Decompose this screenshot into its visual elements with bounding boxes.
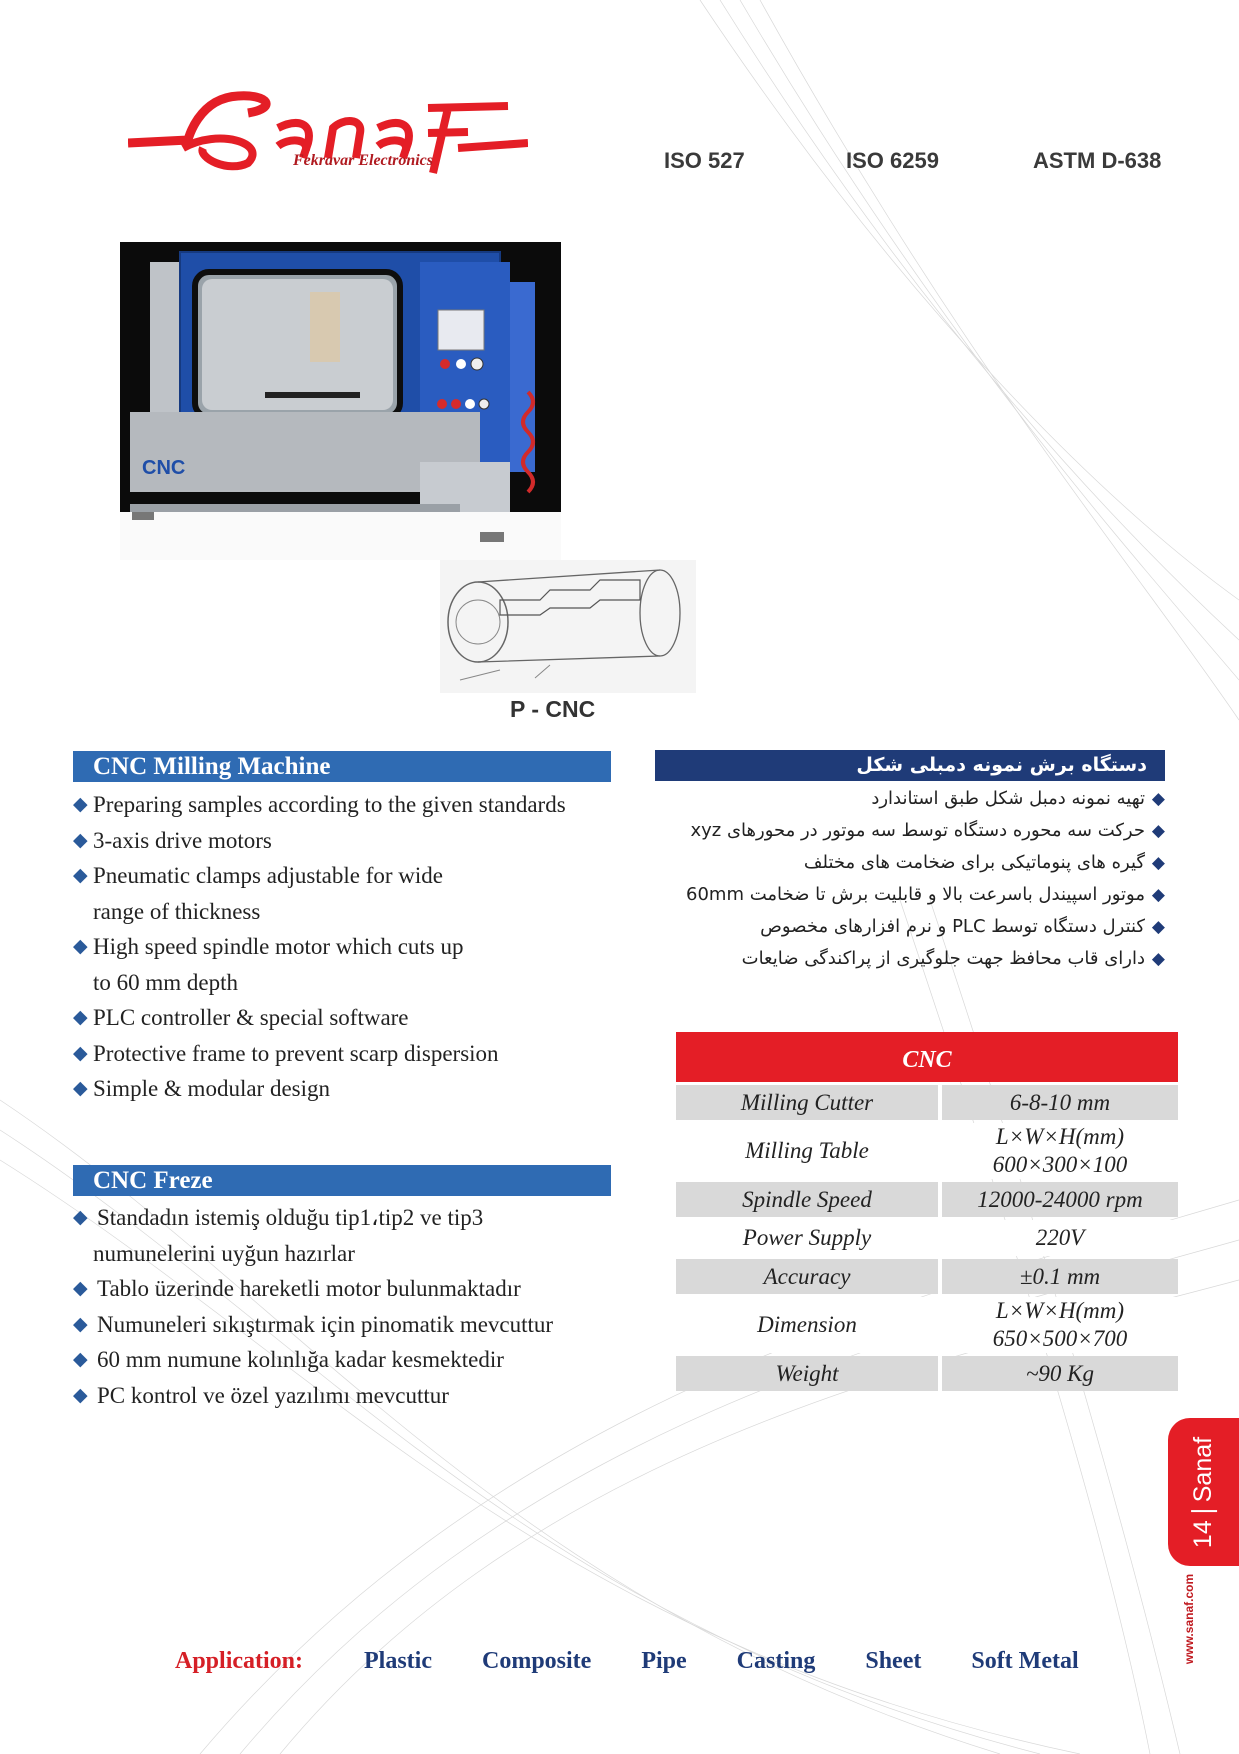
- list-item: ◆ Numuneleri sıkıştırmak için pinomatik mevcuttur: [73, 1307, 633, 1343]
- standard-iso-527: ISO 527: [664, 148, 745, 173]
- application-plastic: Plastic: [364, 1648, 432, 1674]
- application-bar: [175, 1648, 1123, 1675]
- table-row: [676, 1356, 1178, 1391]
- list-item: ◆ Protective frame to prevent scarp dispersion: [73, 1036, 613, 1072]
- application-label: Application:: [175, 1648, 304, 1674]
- table-row: [676, 1259, 1178, 1294]
- spec-value: [938, 1123, 1178, 1179]
- table-row: [676, 1123, 1178, 1179]
- application-pipe: Pipe: [641, 1648, 687, 1674]
- table-row: [676, 1297, 1178, 1353]
- list-item: ◆ 3-axis drive motors: [73, 823, 613, 859]
- website-url-text[interactable]: www.sanaf.com: [1182, 1573, 1197, 1665]
- list-item: ◆ 60 mm numune kolınlığa kadar kesmektedir: [73, 1342, 633, 1378]
- side-tab-brand: Sanaf: [1189, 1436, 1217, 1502]
- spec-table-title: CNC: [676, 1032, 1178, 1082]
- cnc-machine-illustration-icon: [120, 242, 561, 560]
- application-soft-metal: Soft Metal: [971, 1648, 1079, 1674]
- table-row: [676, 1085, 1178, 1120]
- list-item: ◆ Simple & modular design: [73, 1071, 613, 1107]
- page-number: 14: [1189, 1519, 1217, 1548]
- spec-label: Dimension: [676, 1297, 938, 1353]
- list-item: ◆ دارای قاب محافظ جهت جلوگیری از پراکندگی ضایعات: [655, 943, 1165, 975]
- list-item-continuation: to 60 mm depth: [93, 969, 239, 995]
- list-item: ◆ High speed spindle motor which cuts up: [73, 929, 613, 965]
- spec-label: Weight: [676, 1356, 938, 1391]
- spec-value: 6-8-10 mm: [938, 1085, 1178, 1120]
- spec-value-line: L×W×H(mm): [995, 1298, 1125, 1323]
- list-item: ◆ موتور اسپیندل باسرعت بالا و قابلیت برش تا ضخامت 60mm: [655, 879, 1165, 911]
- list-item: ◆ گیره های پنوماتیکی برای ضخامت های مختلف: [655, 847, 1165, 879]
- spec-value: [938, 1297, 1178, 1353]
- website-url[interactable]: [1180, 1573, 1202, 1668]
- spec-label: Power Supply: [676, 1220, 938, 1256]
- table-row: [676, 1220, 1178, 1256]
- brand-logo: [128, 88, 528, 178]
- application-composite: Composite: [482, 1648, 592, 1674]
- list-item: ◆ Tablo üzerinde hareketli motor bulunmaktadır: [73, 1271, 633, 1307]
- spec-value: ~90 Kg: [938, 1356, 1178, 1391]
- list-item: ◆ Preparing samples according to the given standards: [73, 787, 613, 823]
- list-item: ◆ Standadın istemiş olduğu tip1،tip2 ve tip3: [73, 1200, 633, 1236]
- tab-separator: [1191, 1510, 1217, 1512]
- list-item: ◆ کنترل دستگاه توسط PLC و نرم افزارهای مخصوص: [655, 911, 1165, 943]
- spec-label: Spindle Speed: [676, 1182, 938, 1217]
- machine-label: CNC: [142, 457, 186, 479]
- spec-table: [676, 1032, 1178, 1394]
- spec-value-line: 600×300×100: [992, 1152, 1128, 1177]
- dumbbell-specimen-icon: [440, 560, 696, 693]
- table-row: [676, 1182, 1178, 1217]
- list-item-continuation: numunelerini uyğun hazırlar: [93, 1240, 355, 1266]
- spec-label: Milling Table: [676, 1123, 938, 1179]
- spec-value-line: L×W×H(mm): [995, 1124, 1125, 1149]
- application-sheet: Sheet: [865, 1648, 922, 1674]
- spec-value-line: 650×500×700: [992, 1326, 1128, 1351]
- spec-value: ±0.1 mm: [938, 1259, 1178, 1294]
- turkish-feature-list: [73, 1200, 633, 1413]
- english-section-title: CNC Milling Machine: [73, 751, 611, 782]
- specimen-drawing: [440, 560, 696, 693]
- standard-iso-6259: ISO 6259: [846, 148, 939, 173]
- list-item: ◆ حرکت سه محوره دستگاه توسط سه موتور در محورهای xyz: [655, 815, 1165, 847]
- standard-astm-d638: ASTM D-638: [1033, 148, 1162, 173]
- spec-table-body: [676, 1082, 1178, 1394]
- list-item: ◆ PLC controller & special software: [73, 1000, 613, 1036]
- spec-label: Accuracy: [676, 1259, 938, 1294]
- list-item-continuation: range of thickness: [93, 898, 261, 924]
- turkish-section-title: CNC Freze: [73, 1165, 611, 1196]
- spec-value: 12000-24000 rpm: [938, 1182, 1178, 1217]
- list-item: ◆ Pneumatic clamps adjustable for wide: [73, 858, 613, 894]
- list-item: ◆ تهیه نمونه دمبل شکل طبق استاندارد: [655, 783, 1165, 815]
- spec-value: 220V: [938, 1220, 1178, 1256]
- persian-section-title: دستگاه برش نمونه دمبلی شکل: [655, 750, 1165, 781]
- spec-label: Milling Cutter: [676, 1085, 938, 1120]
- model-name: P - CNC: [510, 696, 596, 722]
- page-side-tab: [1168, 1418, 1239, 1566]
- list-item: ◆ PC kontrol ve özel yazılımı mevcuttur: [73, 1378, 633, 1414]
- application-casting: Casting: [736, 1648, 816, 1674]
- brand-tagline: Fekravar Electronics: [293, 152, 433, 169]
- persian-feature-list: [655, 783, 1165, 975]
- english-feature-list: [73, 787, 613, 1107]
- cnc-machine-photo: [120, 242, 561, 560]
